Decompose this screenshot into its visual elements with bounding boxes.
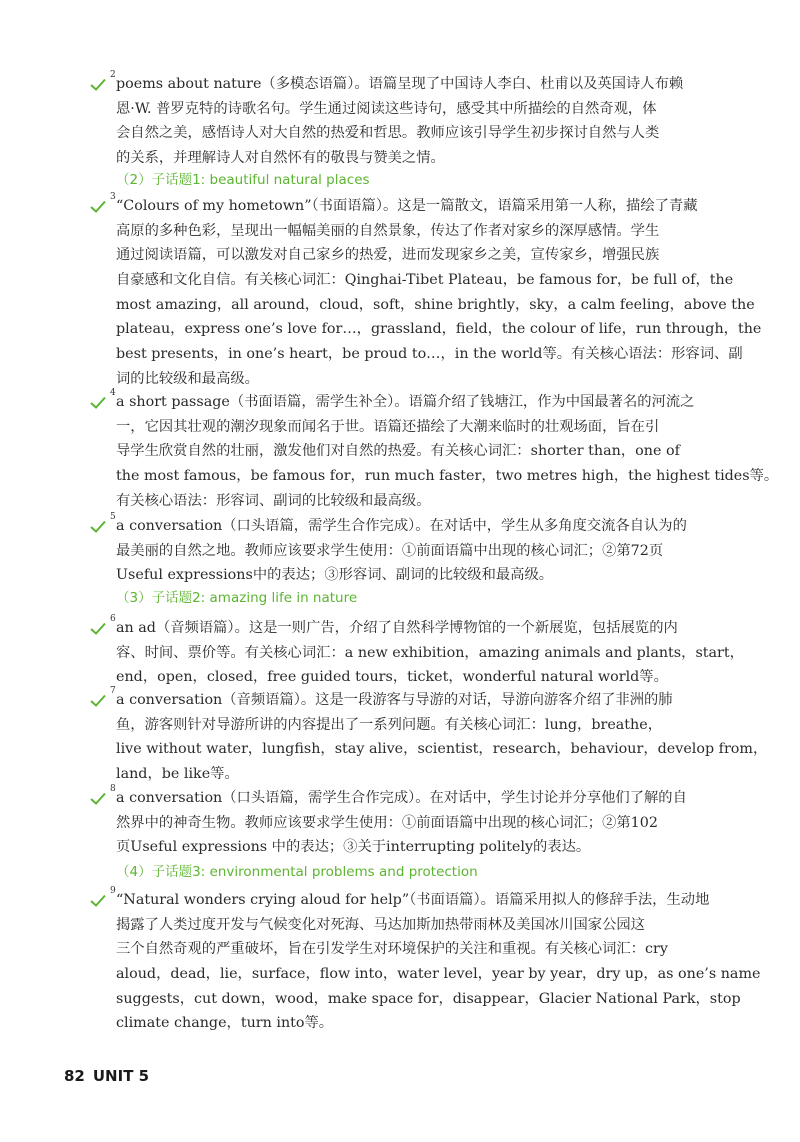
check-icon	[90, 888, 118, 913]
text-line: climate change，turn into等。	[116, 1015, 334, 1032]
text-line: 然界中的神奇生物。教师应该要求学生使用：①前面语篇中出现的核心词汇；②第102	[116, 814, 658, 831]
text-line: 揭露了人类过度开发与气候变化对死海、马达加斯加热带雨林及美国冰川国家公园这	[116, 916, 645, 933]
item-4	[110, 388, 779, 513]
text-line: 一，它因其壮观的潮汐现象而闻名于世。语篇还描绘了大潮来临时的壮观场面，旨在引	[116, 418, 660, 435]
text-line: 容、时间、票价等。有关核心词汇：a new exhibition，amazing animals and plants，start，	[116, 644, 744, 661]
heading-prefix: （4）子话题3:	[116, 864, 210, 880]
item-number: 3	[110, 192, 116, 202]
text-line: a short passage（书面语篇，需学生补全）。语篇介绍了钱塘江，作为中国最著名的河流之	[116, 394, 695, 410]
text-line: “Colours of my hometown”（书面语篇）。这是一篇散文，语篇采用第一人称，描绘了青藏	[116, 198, 698, 214]
text-line: plateau，express one’s love for…，grassland，field，the colour of life，run through，the	[116, 321, 762, 338]
page-footer	[64, 1064, 149, 1088]
item-number: 5	[110, 512, 116, 522]
text-line: 三个自然奇观的严重破坏，旨在引发学生对环境保护的关注和重视。有关核心词汇：cry	[116, 941, 668, 958]
item-2	[110, 70, 706, 171]
unit-label: UNIT 5	[92, 1067, 150, 1085]
item-9	[110, 886, 761, 1036]
heading-title: amazing life in nature	[209, 590, 358, 606]
check-icon	[90, 72, 118, 97]
item-5	[110, 512, 706, 588]
check-icon	[90, 514, 118, 539]
text-line: 页Useful expressions 中的表达；③关于interrupting politely的表达。	[116, 839, 591, 856]
text-line: 会自然之美，感悟诗人对大自然的热爱和哲思。教师应该引导学生初步探讨自然与人类	[116, 125, 660, 142]
check-icon	[90, 390, 118, 415]
subtopic-heading-1	[116, 168, 370, 192]
text-line: 有关核心语法：形容词、副词的比较级和最高级。	[116, 492, 431, 509]
text-line: a conversation（音频语篇）。这是一段游客与导游的对话，导游向游客介绍了非洲的肺	[116, 692, 673, 708]
text-line: 的关系，并理解诗人对自然怀有的敬畏与赞美之情。	[116, 150, 445, 167]
check-icon	[90, 786, 118, 811]
item-6	[110, 614, 744, 690]
item-number: 2	[110, 70, 116, 80]
text-line: 自豪感和文化自信。有关核心词汇：Qinghai-Tibet Plateau，be famous for，be full of，the	[116, 272, 734, 289]
text-line: a conversation（口头语篇，需学生合作完成）。在对话中，学生从多角度交流各自认为的	[116, 518, 687, 534]
subtopic-heading-3	[116, 860, 478, 884]
item-number: 9	[110, 886, 116, 896]
item-7	[110, 686, 768, 787]
item-number: 8	[110, 784, 116, 794]
item-3	[110, 192, 762, 392]
page-number: 82	[64, 1067, 85, 1085]
text-line: 通过阅读语篇，可以激发对自己家乡的热爱，进而发现家乡之美，宣传家乡，增强民族	[116, 247, 660, 264]
text-line: 恩·W. 普罗克特的诗歌名句。学生通过阅读这些诗句，感受其中所描绘的自然奇观，体	[116, 100, 657, 117]
text-line: best presents，in one’s heart，be proud to…，in the world等。有关核心语法：形容词、副	[116, 346, 743, 363]
text-line: aloud，dead，lie，surface，flow into，water level，year by year，dry up，as one’s name	[116, 966, 761, 983]
heading-title: environmental problems and protection	[209, 864, 478, 880]
subtopic-heading-2	[116, 586, 357, 610]
item-8	[110, 784, 706, 860]
text-line: live without water，lungfish，stay alive，scientist，research，behaviour，develop from，	[116, 741, 768, 758]
text-line: a conversation（口头语篇，需学生合作完成）。在对话中，学生讨论并分享他们了解的自	[116, 790, 687, 806]
item-number: 4	[110, 388, 116, 398]
text-line: 词的比较级和最高级。	[116, 370, 259, 387]
text-line: 鱼，游客则针对导游所讲的内容提出了一系列问题。有关核心词汇：lung，breathe，	[116, 716, 663, 733]
text-line: end，open，closed，free guided tours，ticket，wonderful natural world等。	[116, 669, 668, 686]
text-line: 最美丽的自然之地。教师应该要求学生使用：①前面语篇中出现的核心词汇；②第72页	[116, 542, 664, 559]
heading-prefix: （3）子话题2:	[116, 590, 210, 606]
text-line: Useful expressions中的表达；③形容词、副词的比较级和最高级。	[116, 567, 554, 584]
text-line: 高原的多种色彩，呈现出一幅幅美丽的自然景象，传达了作者对家乡的深厚感情。学生	[116, 222, 660, 239]
item-number: 7	[110, 686, 116, 696]
item-number: 6	[110, 614, 116, 624]
text-line: poems about nature（多模态语篇）。语篇呈现了中国诗人李白、杜甫以及英国诗人布赖	[116, 76, 684, 92]
text-line: suggests，cut down，wood，make space for，disappear，Glacier National Park，stop	[116, 990, 741, 1007]
heading-prefix: （2）子话题1:	[116, 172, 210, 188]
text-line: the most famous，be famous for，run much faster，two metres high，the highest tides等。	[116, 468, 779, 485]
text-line: land，be like等。	[116, 766, 239, 783]
check-icon	[90, 194, 118, 219]
text-line: an ad（音频语篇）。这是一则广告，介绍了自然科学博物馆的一个新展览，包括展览的内	[116, 620, 678, 636]
check-icon	[90, 688, 118, 713]
check-icon	[90, 616, 118, 641]
text-line: 导学生欣赏自然的壮丽，激发他们对自然的热爱。有关核心词汇：shorter than，one of	[116, 443, 680, 460]
text-line: “Natural wonders crying aloud for help”（书面语篇）。语篇采用拟人的修辞手法，生动地	[116, 892, 710, 908]
heading-title: beautiful natural places	[209, 172, 370, 188]
text-line: most amazing，all around，cloud，soft，shine brightly，sky，a calm feeling，above the	[116, 296, 755, 313]
